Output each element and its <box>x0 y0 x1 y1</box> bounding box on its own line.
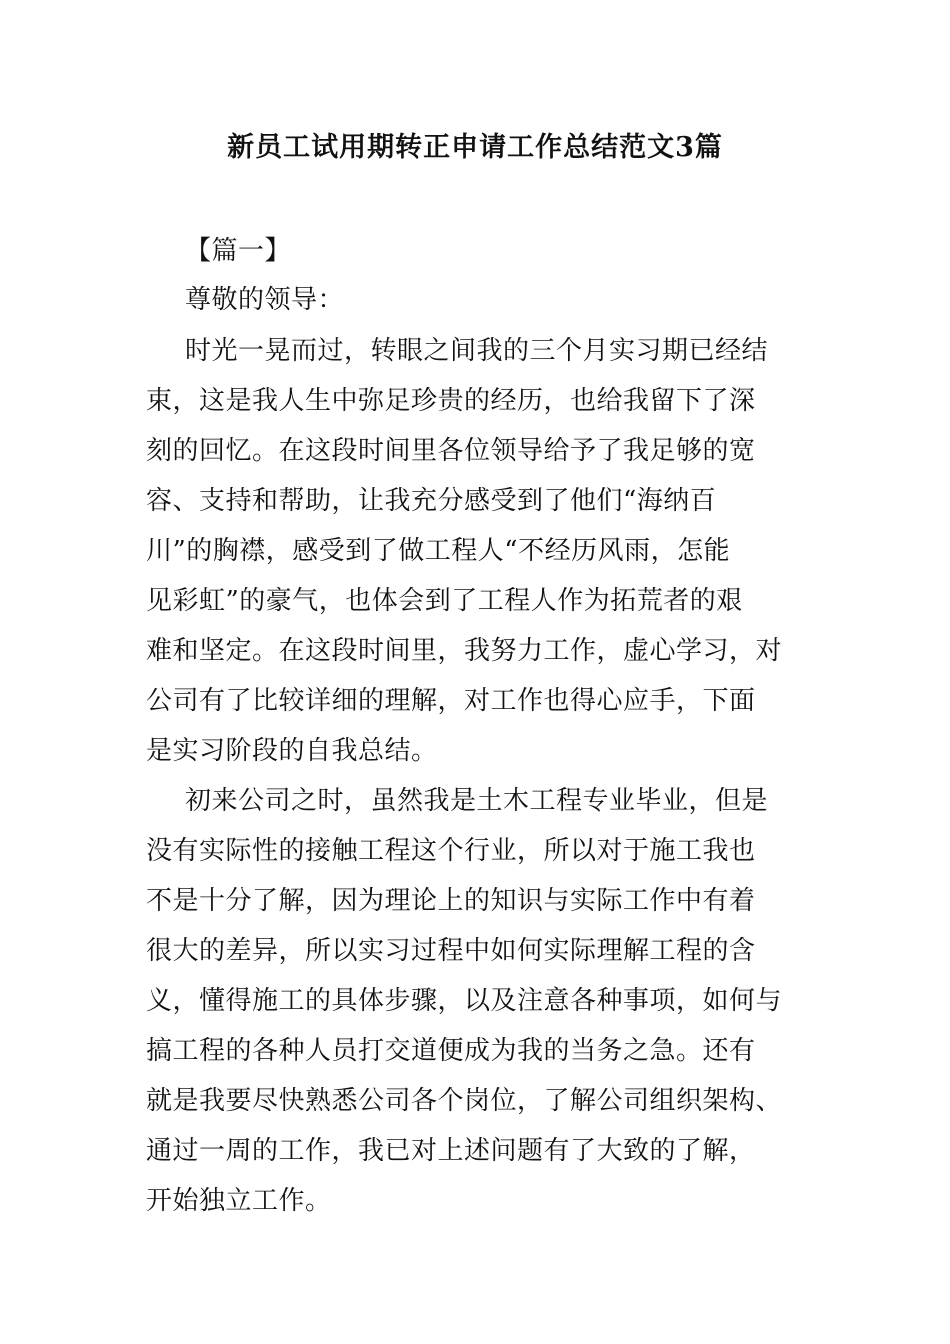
paragraph1-line: 刻的回忆。在这段时间里各位领导给予了我足够的宽 <box>146 436 756 466</box>
paragraph1-line: 时光一晃而过，转眼之间我的三个月实习期已经结 <box>185 336 769 366</box>
paragraph1-line: 束，这是我人生中弥足珍贵的经历，也给我留下了深 <box>146 386 756 416</box>
paragraph1-line: 公司有了比较详细的理解，对工作也得心应手，下面 <box>146 686 756 716</box>
paragraph1-line: 难和坚定。在这段时间里，我努力工作，虚心学习，对 <box>146 636 783 666</box>
paragraph2-line: 初来公司之时，虽然我是土木工程专业毕业，但是 <box>185 786 769 816</box>
paragraph2-line: 不是十分了解，因为理论上的知识与实际工作中有着 <box>146 886 756 916</box>
paragraph2-line: 没有实际性的接触工程这个行业，所以对于施工我也 <box>146 836 756 866</box>
paragraph2-line: 通过一周的工作，我已对上述问题有了大致的了解， <box>146 1136 756 1166</box>
paragraph1-line: 是实习阶段的自我总结。 <box>146 736 438 766</box>
paragraph2-line: 就是我要尽快熟悉公司各个岗位，了解公司组织架构、 <box>146 1086 783 1116</box>
document-title: 新员工试用期转正申请工作总结范文3篇 <box>227 132 723 163</box>
paragraph1-line: 见彩虹”的豪气，也体会到了工程人作为拓荒者的艰 <box>146 586 743 616</box>
paragraph2-line: 很大的差异，所以实习过程中如何实际理解工程的含 <box>146 936 756 966</box>
section-heading: 【篇一】 <box>185 236 292 266</box>
paragraph1-line: 川”的胸襟，感受到了做工程人“不经历风雨，怎能 <box>146 536 731 566</box>
paragraph2-line: 搞工程的各种人员打交道便成为我的当务之急。还有 <box>146 1036 756 1066</box>
paragraph2-line: 义，懂得施工的具体步骤，以及注意各种事项，如何与 <box>146 986 783 1016</box>
paragraph1-line: 容、支持和帮助，让我充分感受到了他们“海纳百 <box>146 486 717 516</box>
paragraph2-line: 开始独立工作。 <box>146 1186 332 1216</box>
salutation: 尊敬的领导： <box>185 285 345 315</box>
